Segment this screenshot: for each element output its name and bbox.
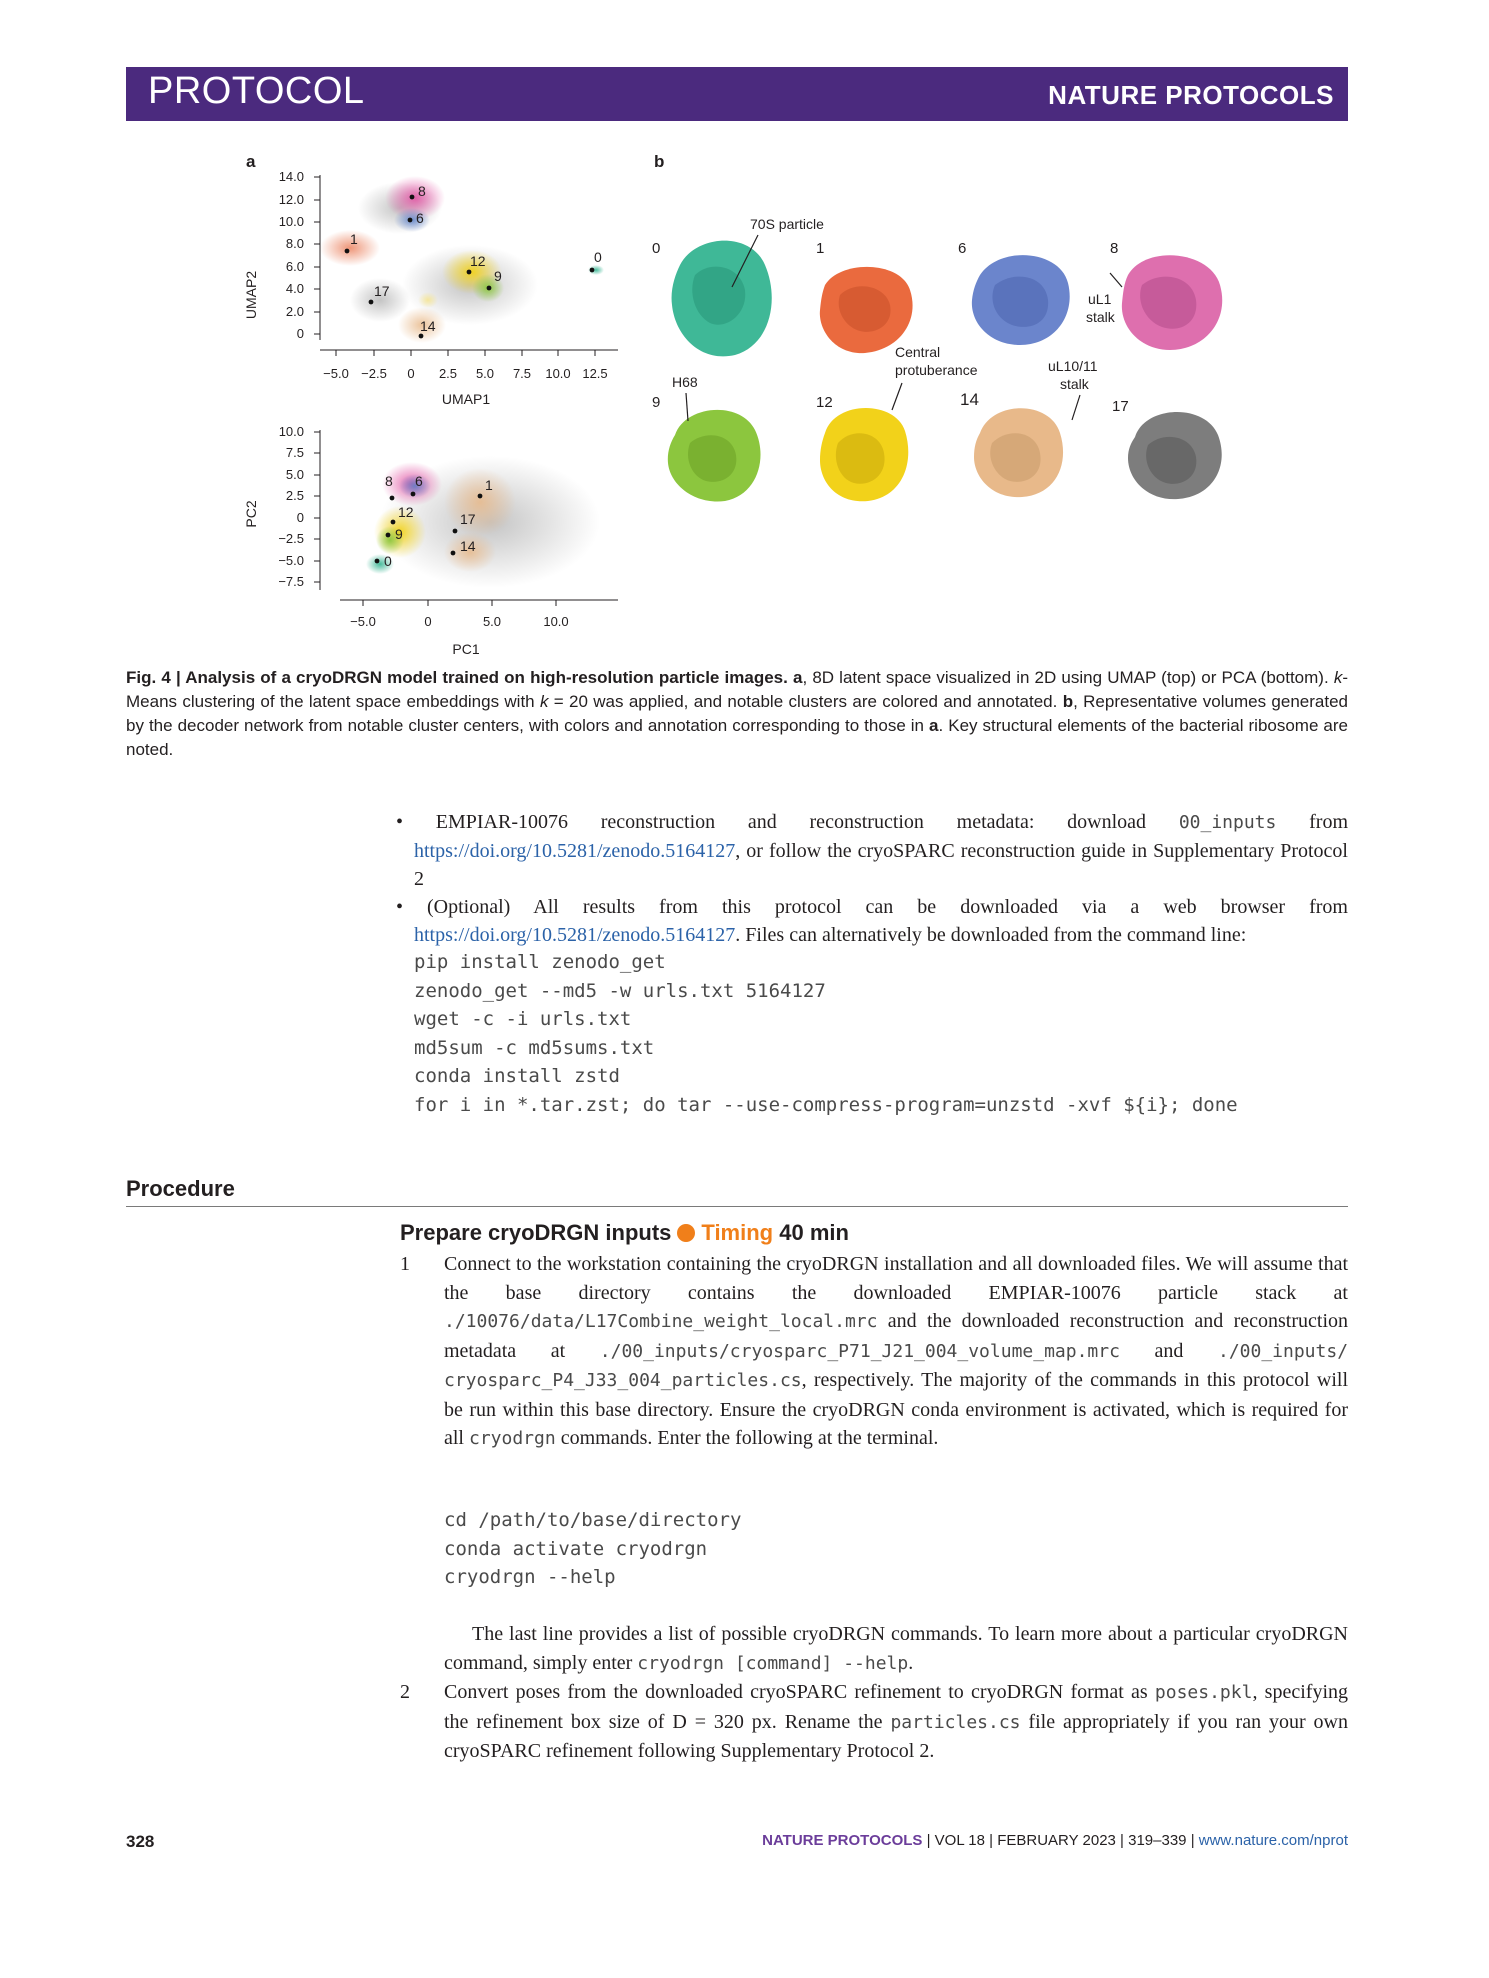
caption-a-ref: a xyxy=(929,716,939,735)
caption-part1: , 8D latent space visualized in 2D using UMAP (top) or PCA (bottom). xyxy=(802,668,1329,687)
bullet1-link[interactable]: https://doi.org/10.5281/zenodo.5164127 xyxy=(414,840,736,862)
pca-xtick: −5.0 xyxy=(350,614,376,629)
pca-ytick: 0 xyxy=(296,510,304,525)
umap-label-0: 0 xyxy=(594,249,602,265)
caption-part5: . Key structural elements of the bacterial ribosome are noted. xyxy=(126,716,1348,759)
pca-ytick: 5.0 xyxy=(285,467,304,482)
umap-ylabel: UMAP2 xyxy=(243,270,259,320)
volume-label-1: 1 xyxy=(816,240,825,257)
code-line: cryodrgn --help xyxy=(444,1566,616,1588)
pca-ytick: −5.0 xyxy=(278,553,304,568)
umap-plot xyxy=(240,160,630,420)
figure-caption xyxy=(126,666,1348,762)
volume-renderings xyxy=(640,205,1250,515)
step-2 xyxy=(400,1678,1348,1766)
step2-code1: poses.pkl xyxy=(1154,1682,1253,1703)
code-line: conda install zstd xyxy=(414,1065,620,1087)
code-line: conda activate cryodrgn xyxy=(444,1537,708,1560)
volume-label-17: 17 xyxy=(1112,398,1129,415)
footer-journal: NATURE PROTOCOLS xyxy=(762,1832,923,1849)
pca-label-8: 8 xyxy=(385,473,393,489)
code-line: wget -c -i urls.txt xyxy=(414,1008,632,1030)
caption-k2: k xyxy=(539,692,549,711)
volume-12 xyxy=(820,408,908,501)
step2-text1: Convert poses from the downloaded cryoSPARC refinement to cryoDRGN format as xyxy=(444,1681,1148,1703)
step-1 xyxy=(400,1250,1348,1454)
annotation-central-line1: Central xyxy=(895,344,941,360)
code-line: zenodo_get --md5 -w urls.txt 5164127 xyxy=(414,979,826,1002)
footer-sep: | xyxy=(922,1832,935,1849)
bullet1-text2: from xyxy=(1309,811,1349,833)
bullet-empiar xyxy=(396,808,1348,893)
panel-a-letter: a xyxy=(246,152,256,171)
volume-9 xyxy=(668,410,761,502)
code-line: cd /path/to/base/directory xyxy=(444,1509,742,1531)
code-line: pip install zenodo_get xyxy=(414,951,666,973)
volume-label-0: 0 xyxy=(652,240,661,257)
caption-a-letter: a xyxy=(792,668,803,687)
umap-xtick: −2.5 xyxy=(361,366,387,381)
pca-label-1: 1 xyxy=(485,477,493,493)
terminal-code-block xyxy=(444,1506,741,1592)
footer-citation xyxy=(762,1832,1348,1849)
header-protocol-label: PROTOCOL xyxy=(148,70,365,112)
caption-fig-label: Fig. 4 | xyxy=(126,668,181,687)
umap-label-1: 1 xyxy=(350,231,358,247)
step1-code4: cryodrgn xyxy=(469,1428,556,1449)
pca-xtick: 0 xyxy=(424,614,432,629)
subhead-prepare-inputs xyxy=(400,1220,849,1246)
umap-ytick: 14.0 xyxy=(278,169,304,184)
bullet1-text: • EMPIAR-10076 reconstruction and reconstruction metadata: download xyxy=(396,811,1147,833)
step1-code1: ./10076/data/L17Combine_weight_local.mrc xyxy=(444,1311,878,1332)
step2-text2: , specifying the refinement box size of D = 320 px. Rename the xyxy=(444,1681,1348,1733)
volume-8 xyxy=(1122,255,1222,350)
bullet2-text2: . Files can alternatively be downloaded from the command line: xyxy=(735,924,1247,946)
caption-part2: -Means clustering of the latent space embeddings with xyxy=(126,668,1348,711)
bullet2-link[interactable]: https://doi.org/10.5281/zenodo.5164127 xyxy=(414,924,736,946)
annotation-ul1-line2: stalk xyxy=(1086,309,1115,325)
volume-label-9: 9 xyxy=(652,394,661,411)
note-code: cryodrgn [command] --help xyxy=(637,1652,909,1674)
pca-ytick: 10.0 xyxy=(278,424,304,439)
step-number: 1 xyxy=(400,1253,410,1275)
umap-xtick: 5.0 xyxy=(475,366,495,381)
pca-label-6: 6 xyxy=(415,473,423,489)
volume-14 xyxy=(974,408,1063,497)
code-line: for i in *.tar.zst; do tar --use-compress-program=unzstd -xvf ${i}; done xyxy=(414,1093,1238,1116)
umap-ytick: 4.0 xyxy=(285,281,304,296)
umap-ytick: 12.0 xyxy=(278,192,304,207)
footer-sep: | xyxy=(1186,1832,1199,1849)
requirements-bullets xyxy=(396,808,1348,949)
umap-label-17: 17 xyxy=(374,283,390,299)
umap-xticks xyxy=(323,366,607,381)
pca-ytick: −2.5 xyxy=(278,531,304,546)
note-text2: . xyxy=(908,1651,914,1674)
procedure-rule xyxy=(126,1206,1348,1207)
pca-label-9: 9 xyxy=(395,526,403,542)
pca-ytick: 7.5 xyxy=(285,445,304,460)
volume-0 xyxy=(672,241,772,357)
umap-label-12: 12 xyxy=(470,253,486,269)
step1-text3: and xyxy=(1154,1339,1184,1362)
code-line: md5sum -c md5sums.txt xyxy=(414,1036,655,1059)
umap-xtick: 2.5 xyxy=(438,366,458,381)
footer-sep: | xyxy=(984,1832,998,1849)
step-1-note xyxy=(400,1620,1348,1678)
step1-text1: Connect to the workstation containing the cryoDRGN installation and all downloaded files. We will assume that the base directory contains the downloaded EMPIAR-10076 particle stack at xyxy=(444,1253,1348,1304)
caption-part3: = 20 was applied, and notable clusters are colored and annotated. xyxy=(553,692,1058,711)
step1-text2: and the downloaded reconstruction and reconstruction metadata at xyxy=(444,1310,1349,1362)
caption-title: Analysis of a cryoDRGN model trained on high-resolution particle images. xyxy=(185,668,788,687)
annotation-ul1011-line2: stalk xyxy=(1060,376,1089,392)
pca-label-14: 14 xyxy=(460,538,476,554)
umap-clusters xyxy=(320,176,604,343)
annotation-ul1-line1: uL1 xyxy=(1088,291,1112,307)
umap-label-14: 14 xyxy=(420,318,436,334)
umap-xtick: 10.0 xyxy=(545,366,571,381)
volume-label-8: 8 xyxy=(1110,240,1119,257)
pca-xlabel: PC1 xyxy=(452,641,480,657)
pca-xtick: 5.0 xyxy=(482,614,502,629)
bullet1-code: 00_inputs xyxy=(1178,812,1277,833)
step1-text4: , respectively. The majority of the commands in this protocol will be run within this base directory. Ensure the cryoDRGN conda environment is activated, which is required for all xyxy=(444,1369,1348,1449)
pca-clusters xyxy=(366,456,600,588)
footer-date: FEBRUARY 2023 xyxy=(997,1832,1116,1849)
volume-17 xyxy=(1128,412,1222,499)
pca-label-17: 17 xyxy=(460,511,476,527)
pca-xtick: 10.0 xyxy=(543,614,569,629)
bullet-optional xyxy=(396,893,1348,949)
volume-1 xyxy=(820,267,913,353)
step2-text3: file appropriately if you ran your own cryoSPARC refinement following Supplementary Protocol 2. xyxy=(444,1710,1348,1762)
bullet2-text: • (Optional) All results from this protocol can be downloaded via a web browser from xyxy=(396,896,1348,918)
umap-ytick: 8.0 xyxy=(285,236,304,251)
step-number: 2 xyxy=(400,1681,410,1703)
umap-ytick: 0 xyxy=(296,326,304,341)
annotation-ul1011-line1: uL10/11 xyxy=(1048,358,1098,374)
volume-label-6: 6 xyxy=(958,240,967,257)
footer-volume: VOL 18 xyxy=(934,1832,985,1849)
footer-url-link[interactable]: www.nature.com/nprot xyxy=(1198,1832,1348,1849)
subhead-text: Prepare cryoDRGN inputs xyxy=(400,1220,672,1245)
caption-b-letter: b xyxy=(1062,692,1074,711)
download-code-block xyxy=(414,948,1238,1119)
footer-sep: | xyxy=(1115,1832,1129,1849)
pca-label-12: 12 xyxy=(398,504,414,520)
step1-text5: commands. Enter the following at the terminal. xyxy=(560,1427,939,1449)
volume-label-14: 14 xyxy=(960,390,979,409)
timing-value: 40 min xyxy=(779,1220,849,1245)
volume-6 xyxy=(972,255,1070,345)
umap-xlabel: UMAP1 xyxy=(441,391,491,407)
pca-ylabel: PC2 xyxy=(243,500,259,528)
umap-xtick: 12.5 xyxy=(582,366,608,381)
annotation-70s-particle: 70S particle xyxy=(750,216,824,232)
bullet1-text3: , or follow the cryoSPARC reconstruction guide in Supplementary Protocol 2 xyxy=(414,840,1348,890)
caption-k: k xyxy=(1333,668,1343,687)
step1-code2: ./00_inputs/cryosparc_P71_J21_004_volume_map.mrc xyxy=(599,1340,1120,1362)
header-journal-label: NATURE PROTOCOLS xyxy=(1048,80,1334,110)
pca-ytick: 2.5 xyxy=(285,488,304,503)
umap-xtick: 0 xyxy=(407,366,415,381)
umap-label-8: 8 xyxy=(418,183,426,199)
umap-label-9: 9 xyxy=(494,268,502,284)
umap-xtick: 7.5 xyxy=(512,366,532,381)
umap-ytick: 6.0 xyxy=(285,259,304,274)
timing-dot-icon xyxy=(677,1224,695,1242)
header-banner xyxy=(126,67,1348,121)
annotation-central-line2: protuberance xyxy=(895,362,978,378)
umap-yticks xyxy=(279,169,304,341)
timing-label: Timing xyxy=(701,1220,774,1245)
pca-plot xyxy=(240,422,630,662)
panel-b-letter: b xyxy=(654,152,665,171)
note-text1: The last line provides a list of possible cryoDRGN commands. To learn more about a particular cryoDRGN command, simply enter xyxy=(444,1623,1348,1674)
footer-pages: 319–339 xyxy=(1128,1832,1187,1849)
umap-ytick: 2.0 xyxy=(285,304,304,319)
page-number: 328 xyxy=(126,1832,155,1851)
umap-label-6: 6 xyxy=(416,210,424,226)
volume-label-12: 12 xyxy=(816,394,833,411)
caption-part4: , Representative volumes generated by the decoder network from notable cluster centers, with colors and annotation corresponding to those in xyxy=(126,692,1348,735)
annotation-h68: H68 xyxy=(672,374,698,390)
umap-xtick: −5.0 xyxy=(323,366,349,381)
step2-code2: particles.cs xyxy=(890,1711,1021,1733)
pca-ytick: −7.5 xyxy=(278,574,304,589)
step1-code3: ./00_inputs/ cryosparc_P4_J33_004_particles.cs xyxy=(444,1340,1349,1391)
umap-ytick: 10.0 xyxy=(278,214,304,229)
pca-label-0: 0 xyxy=(384,553,392,569)
procedure-heading: Procedure xyxy=(126,1176,235,1201)
